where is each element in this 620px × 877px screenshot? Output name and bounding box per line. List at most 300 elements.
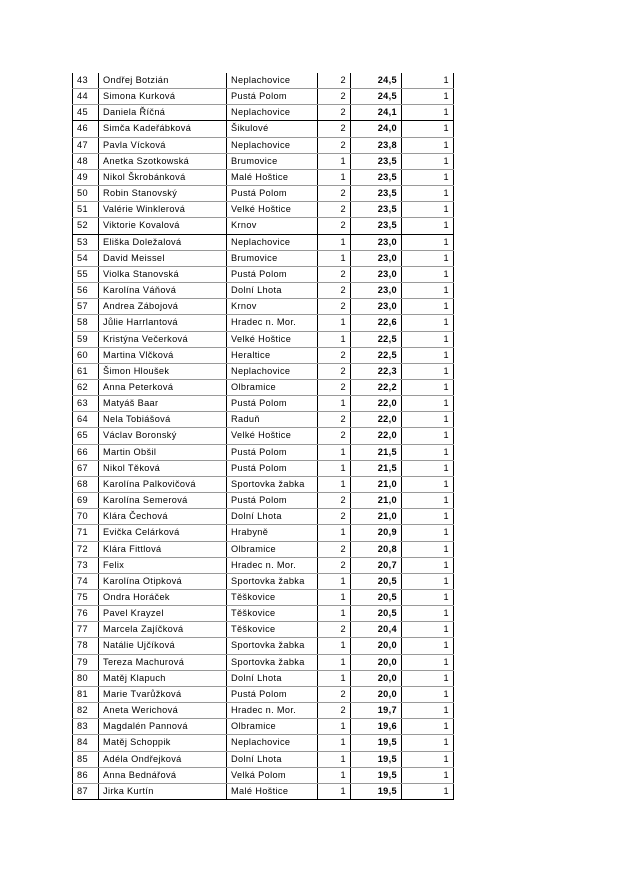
score-cell: 23,5 [351,153,402,169]
club-cell: Těškovice [227,622,318,638]
category-cell: 1 [318,331,351,347]
rank-cell: 50 [73,186,99,202]
score-cell: 21,5 [351,444,402,460]
rank-cell: 53 [73,234,99,250]
score-cell: 22,6 [351,315,402,331]
name-cell: Natálie Ujčíková [99,638,227,654]
points-cell: 1 [402,606,454,622]
points-cell: 1 [402,283,454,299]
table-row [73,347,454,363]
category-cell: 2 [318,703,351,719]
name-cell: Evička Celárková [99,525,227,541]
table-row [73,751,454,767]
club-cell: Malé Hoštice [227,783,318,799]
name-cell: Ondřej Botzián [99,73,227,89]
table-row [73,719,454,735]
category-cell: 2 [318,347,351,363]
score-cell: 20,9 [351,525,402,541]
table-row [73,783,454,799]
rank-cell: 63 [73,396,99,412]
rank-cell: 67 [73,460,99,476]
rank-cell: 60 [73,347,99,363]
club-cell: Sportovka žabka [227,573,318,589]
category-cell: 1 [318,573,351,589]
table-row [73,509,454,525]
table-row [73,153,454,169]
score-cell: 24,5 [351,73,402,89]
table-row [73,396,454,412]
rank-cell: 85 [73,751,99,767]
table-row [73,428,454,444]
name-cell: Violka Stanovská [99,266,227,282]
name-cell: Pavel Krayzel [99,606,227,622]
points-cell: 1 [402,493,454,509]
club-cell: Hradec n. Mor. [227,557,318,573]
name-cell: Marcela Zajíčková [99,622,227,638]
score-cell: 22,0 [351,428,402,444]
category-cell: 2 [318,363,351,379]
category-cell: 1 [318,460,351,476]
table-row [73,121,454,137]
score-cell: 23,5 [351,202,402,218]
table-row [73,686,454,702]
category-cell: 1 [318,670,351,686]
club-cell: Pustá Polom [227,460,318,476]
rank-cell: 74 [73,573,99,589]
score-cell: 23,5 [351,169,402,185]
table-row [73,525,454,541]
points-cell: 1 [402,169,454,185]
rank-cell: 55 [73,266,99,282]
club-cell: Dolní Lhota [227,670,318,686]
table-row [73,412,454,428]
club-cell: Hrabyně [227,525,318,541]
score-cell: 22,0 [351,412,402,428]
category-cell: 2 [318,73,351,89]
club-cell: Olbramice [227,719,318,735]
score-cell: 19,5 [351,767,402,783]
category-cell: 2 [318,121,351,137]
category-cell: 1 [318,476,351,492]
club-cell: Pustá Polom [227,686,318,702]
points-cell: 1 [402,347,454,363]
name-cell: Nikol Škrobánková [99,169,227,185]
category-cell: 2 [318,541,351,557]
category-cell: 2 [318,105,351,121]
name-cell: Daniela Říčná [99,105,227,121]
rank-cell: 43 [73,73,99,89]
points-cell: 1 [402,121,454,137]
category-cell: 2 [318,428,351,444]
name-cell: Eliška Doležalová [99,234,227,250]
name-cell: Klára Čechová [99,509,227,525]
rank-cell: 69 [73,493,99,509]
results-table-body [73,73,454,800]
club-cell: Sportovka žabka [227,654,318,670]
table-row [73,234,454,250]
club-cell: Hradec n. Mor. [227,315,318,331]
points-cell: 1 [402,476,454,492]
club-cell: Těškovice [227,606,318,622]
rank-cell: 76 [73,606,99,622]
score-cell: 21,0 [351,476,402,492]
points-cell: 1 [402,719,454,735]
rank-cell: 86 [73,767,99,783]
name-cell: Kristýna Večerková [99,331,227,347]
name-cell: Václav Boronský [99,428,227,444]
table-row [73,590,454,606]
score-cell: 20,0 [351,686,402,702]
score-cell: 23,0 [351,283,402,299]
category-cell: 2 [318,266,351,282]
name-cell: Nikol Těková [99,460,227,476]
rank-cell: 49 [73,169,99,185]
club-cell: Pustá Polom [227,186,318,202]
name-cell: Valérie Winklerová [99,202,227,218]
name-cell: Nela Tobiášová [99,412,227,428]
rank-cell: 73 [73,557,99,573]
points-cell: 1 [402,573,454,589]
table-row [73,735,454,751]
club-cell: Neplachovice [227,735,318,751]
name-cell: Jůlie Harrlantová [99,315,227,331]
table-row [73,460,454,476]
points-cell: 1 [402,670,454,686]
table-row [73,186,454,202]
club-cell: Brumovice [227,250,318,266]
category-cell: 1 [318,525,351,541]
rank-cell: 59 [73,331,99,347]
category-cell: 1 [318,638,351,654]
rank-cell: 81 [73,686,99,702]
club-cell: Neplachovice [227,137,318,153]
table-row [73,476,454,492]
club-cell: Velké Hoštice [227,331,318,347]
name-cell: Karolína Otipková [99,573,227,589]
score-cell: 19,5 [351,751,402,767]
rank-cell: 77 [73,622,99,638]
points-cell: 1 [402,428,454,444]
score-cell: 23,0 [351,234,402,250]
name-cell: Martin Obšil [99,444,227,460]
rank-cell: 66 [73,444,99,460]
points-cell: 1 [402,137,454,153]
score-cell: 22,5 [351,331,402,347]
rank-cell: 64 [73,412,99,428]
rank-cell: 70 [73,509,99,525]
rank-cell: 47 [73,137,99,153]
points-cell: 1 [402,299,454,315]
rank-cell: 54 [73,250,99,266]
table-row [73,606,454,622]
club-cell: Sportovka žabka [227,638,318,654]
name-cell: Simča Kadeřábková [99,121,227,137]
club-cell: Velké Hoštice [227,428,318,444]
category-cell: 1 [318,735,351,751]
table-row [73,541,454,557]
table-row [73,137,454,153]
points-cell: 1 [402,622,454,638]
category-cell: 2 [318,493,351,509]
score-cell: 19,5 [351,783,402,799]
points-cell: 1 [402,686,454,702]
club-cell: Neplachovice [227,234,318,250]
points-cell: 1 [402,412,454,428]
score-cell: 20,5 [351,590,402,606]
table-row [73,767,454,783]
score-cell: 24,0 [351,121,402,137]
score-cell: 23,0 [351,266,402,282]
rank-cell: 56 [73,283,99,299]
club-cell: Pustá Polom [227,493,318,509]
category-cell: 1 [318,767,351,783]
points-cell: 1 [402,331,454,347]
club-cell: Hradec n. Mor. [227,703,318,719]
name-cell: Tereza Machurová [99,654,227,670]
rank-cell: 72 [73,541,99,557]
name-cell: Anetka Szotkowská [99,153,227,169]
name-cell: Viktorie Kovalová [99,218,227,234]
score-cell: 20,7 [351,557,402,573]
score-cell: 22,2 [351,379,402,395]
club-cell: Dolní Lhota [227,283,318,299]
rank-cell: 80 [73,670,99,686]
category-cell: 2 [318,509,351,525]
score-cell: 23,5 [351,218,402,234]
score-cell: 19,6 [351,719,402,735]
points-cell: 1 [402,735,454,751]
table-row [73,638,454,654]
points-cell: 1 [402,396,454,412]
table-row [73,73,454,89]
name-cell: Andrea Zábojová [99,299,227,315]
category-cell: 2 [318,202,351,218]
points-cell: 1 [402,153,454,169]
score-cell: 21,5 [351,460,402,476]
points-cell: 1 [402,444,454,460]
points-cell: 1 [402,234,454,250]
category-cell: 1 [318,606,351,622]
name-cell: Robin Stanovský [99,186,227,202]
category-cell: 2 [318,379,351,395]
score-cell: 23,8 [351,137,402,153]
points-cell: 1 [402,638,454,654]
table-row [73,557,454,573]
name-cell: Felix [99,557,227,573]
table-row [73,299,454,315]
table-row [73,250,454,266]
name-cell: David Meissel [99,250,227,266]
rank-cell: 62 [73,379,99,395]
club-cell: Brumovice [227,153,318,169]
club-cell: Olbramice [227,379,318,395]
rank-cell: 45 [73,105,99,121]
points-cell: 1 [402,541,454,557]
name-cell: Pavla Vícková [99,137,227,153]
points-cell: 1 [402,654,454,670]
category-cell: 1 [318,590,351,606]
points-cell: 1 [402,315,454,331]
club-cell: Neplachovice [227,105,318,121]
rank-cell: 82 [73,703,99,719]
points-cell: 1 [402,202,454,218]
table-row [73,331,454,347]
points-cell: 1 [402,509,454,525]
score-cell: 24,5 [351,89,402,105]
score-cell: 19,5 [351,735,402,751]
club-cell: Pustá Polom [227,266,318,282]
name-cell: Klára Fittlová [99,541,227,557]
category-cell: 1 [318,719,351,735]
club-cell: Neplachovice [227,73,318,89]
club-cell: Pustá Polom [227,89,318,105]
rank-cell: 79 [73,654,99,670]
points-cell: 1 [402,105,454,121]
name-cell: Anna Bednářová [99,767,227,783]
category-cell: 2 [318,557,351,573]
score-cell: 22,0 [351,396,402,412]
category-cell: 1 [318,783,351,799]
score-cell: 20,5 [351,573,402,589]
category-cell: 1 [318,654,351,670]
rank-cell: 51 [73,202,99,218]
table-row [73,315,454,331]
table-row [73,202,454,218]
category-cell: 1 [318,315,351,331]
table-row [73,363,454,379]
points-cell: 1 [402,266,454,282]
score-cell: 20,0 [351,638,402,654]
name-cell: Martina Vlčková [99,347,227,363]
table-row [73,703,454,719]
name-cell: Matěj Klapuch [99,670,227,686]
club-cell: Pustá Polom [227,444,318,460]
results-table [72,73,454,800]
category-cell: 2 [318,622,351,638]
score-cell: 20,4 [351,622,402,638]
table-row [73,444,454,460]
score-cell: 20,0 [351,670,402,686]
name-cell: Magdalén Pannová [99,719,227,735]
rank-cell: 44 [73,89,99,105]
rank-cell: 58 [73,315,99,331]
score-cell: 20,8 [351,541,402,557]
rank-cell: 57 [73,299,99,315]
points-cell: 1 [402,767,454,783]
category-cell: 1 [318,396,351,412]
category-cell: 1 [318,250,351,266]
category-cell: 1 [318,169,351,185]
category-cell: 2 [318,137,351,153]
rank-cell: 71 [73,525,99,541]
category-cell: 2 [318,686,351,702]
name-cell: Matyáš Baar [99,396,227,412]
category-cell: 1 [318,751,351,767]
score-cell: 21,0 [351,509,402,525]
name-cell: Šimon Hloušek [99,363,227,379]
table-row [73,622,454,638]
score-cell: 19,7 [351,703,402,719]
category-cell: 2 [318,299,351,315]
rank-cell: 75 [73,590,99,606]
name-cell: Karolína Semerová [99,493,227,509]
points-cell: 1 [402,751,454,767]
club-cell: Šikulové [227,121,318,137]
score-cell: 21,0 [351,493,402,509]
rank-cell: 87 [73,783,99,799]
table-row [73,169,454,185]
rank-cell: 65 [73,428,99,444]
points-cell: 1 [402,379,454,395]
points-cell: 1 [402,703,454,719]
score-cell: 23,0 [351,299,402,315]
name-cell: Matěj Schoppik [99,735,227,751]
category-cell: 1 [318,444,351,460]
points-cell: 1 [402,525,454,541]
rank-cell: 46 [73,121,99,137]
rank-cell: 78 [73,638,99,654]
name-cell: Jirka Kurtín [99,783,227,799]
rank-cell: 61 [73,363,99,379]
name-cell: Ondra Horáček [99,590,227,606]
club-cell: Těškovice [227,590,318,606]
points-cell: 1 [402,557,454,573]
score-cell: 23,0 [351,250,402,266]
club-cell: Pustá Polom [227,396,318,412]
name-cell: Karolína Váňová [99,283,227,299]
club-cell: Velké Hoštice [227,202,318,218]
club-cell: Dolní Lhota [227,509,318,525]
score-cell: 23,5 [351,186,402,202]
points-cell: 1 [402,590,454,606]
name-cell: Anna Peterková [99,379,227,395]
rank-cell: 52 [73,218,99,234]
points-cell: 1 [402,250,454,266]
category-cell: 2 [318,186,351,202]
category-cell: 2 [318,412,351,428]
table-row [73,266,454,282]
score-cell: 24,1 [351,105,402,121]
table-row [73,283,454,299]
club-cell: Velká Polom [227,767,318,783]
category-cell: 2 [318,283,351,299]
club-cell: Olbramice [227,541,318,557]
club-cell: Krnov [227,218,318,234]
rank-cell: 48 [73,153,99,169]
name-cell: Karolína Palkovičová [99,476,227,492]
score-cell: 20,0 [351,654,402,670]
points-cell: 1 [402,89,454,105]
table-row [73,670,454,686]
table-row [73,573,454,589]
name-cell: Marie Tvarůžková [99,686,227,702]
points-cell: 1 [402,73,454,89]
club-cell: Heraltice [227,347,318,363]
table-row [73,218,454,234]
table-row [73,105,454,121]
club-cell: Dolní Lhota [227,751,318,767]
table-row [73,89,454,105]
rank-cell: 68 [73,476,99,492]
club-cell: Krnov [227,299,318,315]
club-cell: Neplachovice [227,363,318,379]
points-cell: 1 [402,186,454,202]
table-row [73,654,454,670]
score-cell: 22,3 [351,363,402,379]
category-cell: 2 [318,89,351,105]
table-row [73,493,454,509]
points-cell: 1 [402,783,454,799]
